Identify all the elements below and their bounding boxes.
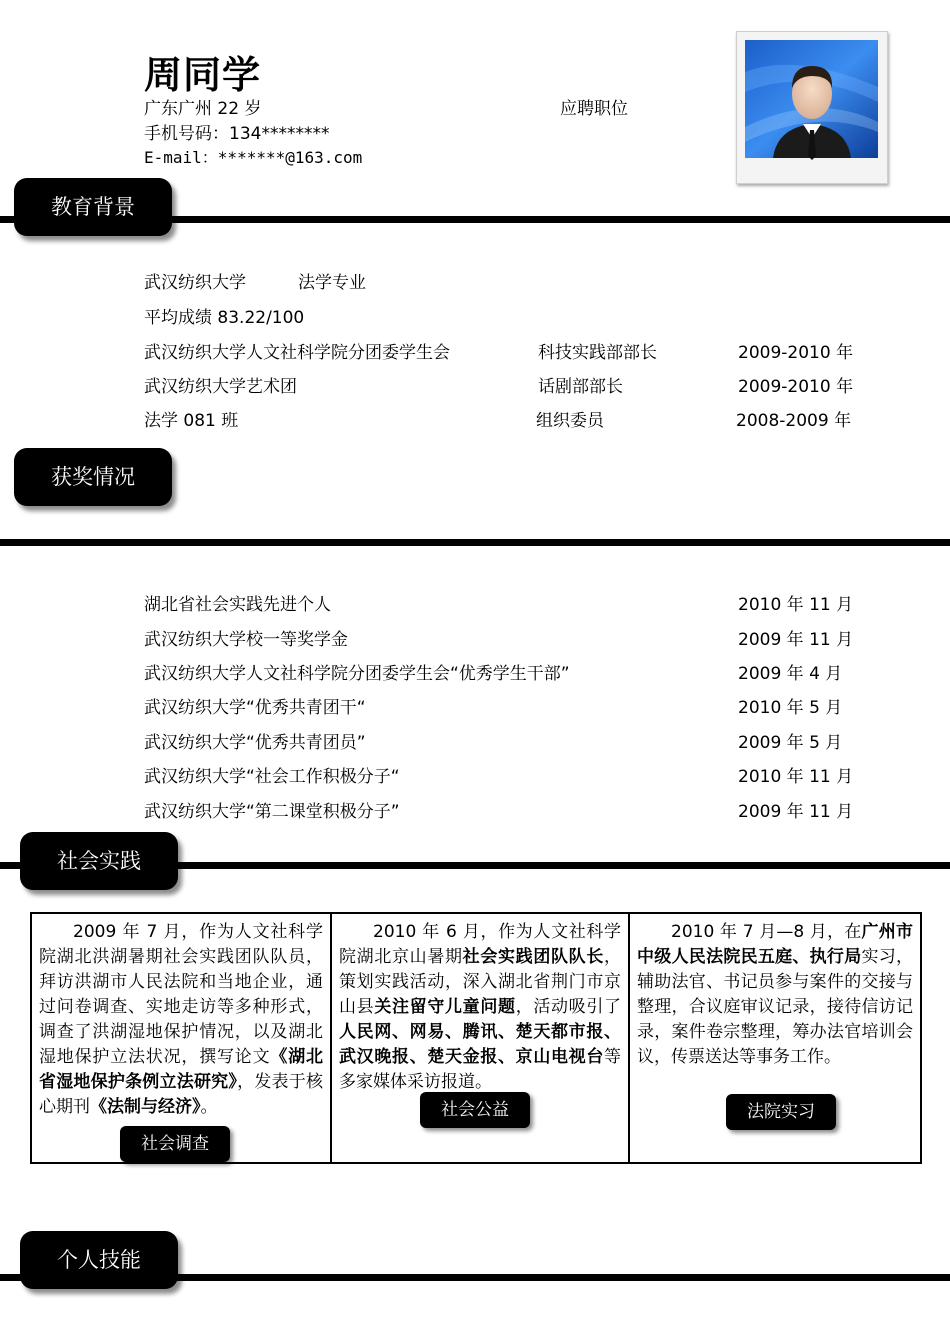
award-date: 2010 年 5 月 [738, 698, 843, 718]
section-practice-title: 社会实践 [20, 832, 178, 890]
education-role-year: 2009-2010 年 [738, 377, 854, 397]
practice-cell-survey [32, 914, 330, 1162]
award-title: 武汉纺织大学“第二课堂积极分子” [144, 802, 400, 822]
award-title: 武汉纺织大学人文社科学院分团委学生会“优秀学生干部” [144, 664, 570, 684]
award-date: 2010 年 11 月 [738, 595, 854, 615]
practice-text: 2010 年 7 月—8 月，在广州市中级人民法院民五庭、执行局实习，辅助法官、书记员参与案件的交接与整理，合议庭审议记录，接待信访记录，案件卷宗整理，筹办法官培训会议，传票送达等事务工作。 [637, 922, 914, 1067]
practice-label-survey: 社会调查 [120, 1126, 230, 1162]
section-skills-title: 个人技能 [20, 1231, 178, 1289]
practice-text: 2010 年 6 月，作为人文社科学院湖北京山暑期社会实践团队队长，策划实践活动，深入湖北省荆门市京山县关注留守儿童问题，活动吸引了人民网、网易、腾讯、楚天都市报、武汉晚报、楚天金报、京山电视台等多家媒体采访报道。 [339, 922, 622, 1092]
candidate-name: 周同学 [144, 53, 262, 97]
award-title: 湖北省社会实践先进个人 [144, 595, 331, 615]
practice-label-welfare: 社会公益 [420, 1092, 530, 1128]
education-major: 法学专业 [298, 273, 366, 293]
education-gpa: 平均成绩 83.22/100 [144, 308, 305, 328]
education-role-title: 组织委员 [536, 411, 604, 431]
phone: 手机号码：134******** [144, 124, 330, 144]
education-role-title: 科技实践部部长 [538, 343, 657, 363]
education-role-org: 武汉纺织大学人文社科学院分团委学生会 [144, 343, 450, 363]
position-label: 应聘职位 [560, 99, 628, 119]
award-date: 2009 年 11 月 [738, 630, 854, 650]
award-title: 武汉纺织大学“优秀共青团员” [144, 733, 366, 753]
award-date: 2009 年 11 月 [738, 802, 854, 822]
education-role-year: 2009-2010 年 [738, 343, 854, 363]
email: E-mail：*******@163.com [144, 148, 363, 167]
practice-cell-welfare [330, 914, 628, 1162]
avatar-icon [737, 32, 887, 183]
practice-table [30, 912, 922, 1164]
profile-photo [736, 31, 888, 184]
section-education-title: 教育背景 [14, 178, 172, 236]
section-awards-title: 获奖情况 [14, 448, 172, 506]
award-date: 2009 年 4 月 [738, 664, 843, 684]
award-title: 武汉纺织大学“社会工作积极分子“ [144, 767, 400, 787]
education-role-title: 话剧部部长 [538, 377, 623, 397]
practice-cell-court [628, 914, 920, 1162]
award-date: 2010 年 11 月 [738, 767, 854, 787]
education-role-org: 武汉纺织大学艺术团 [144, 377, 297, 397]
location-age: 广东广州 22 岁 [144, 99, 262, 119]
practice-text: 2009 年 7 月，作为人文社科学院湖北洪湖暑期社会实践团队队员，拜访洪湖市人民法院和当地企业，通过问卷调查、实地走访等多种形式，调查了洪湖湿地保护情况，以及湖北湿地保护立法状况，撰写论文《湖北省湿地保护条例立法研究》，发表于核心期刊《法制与经济》。 [39, 922, 324, 1117]
award-date: 2009 年 5 月 [738, 733, 843, 753]
education-role-year: 2008-2009 年 [736, 411, 852, 431]
award-title: 武汉纺织大学“优秀共青团干“ [144, 698, 366, 718]
practice-label-court: 法院实习 [726, 1094, 836, 1130]
award-title: 武汉纺织大学校一等奖学金 [144, 630, 348, 650]
education-school: 武汉纺织大学 [144, 273, 246, 293]
section-divider [0, 539, 950, 546]
education-role-org: 法学 081 班 [144, 411, 239, 431]
